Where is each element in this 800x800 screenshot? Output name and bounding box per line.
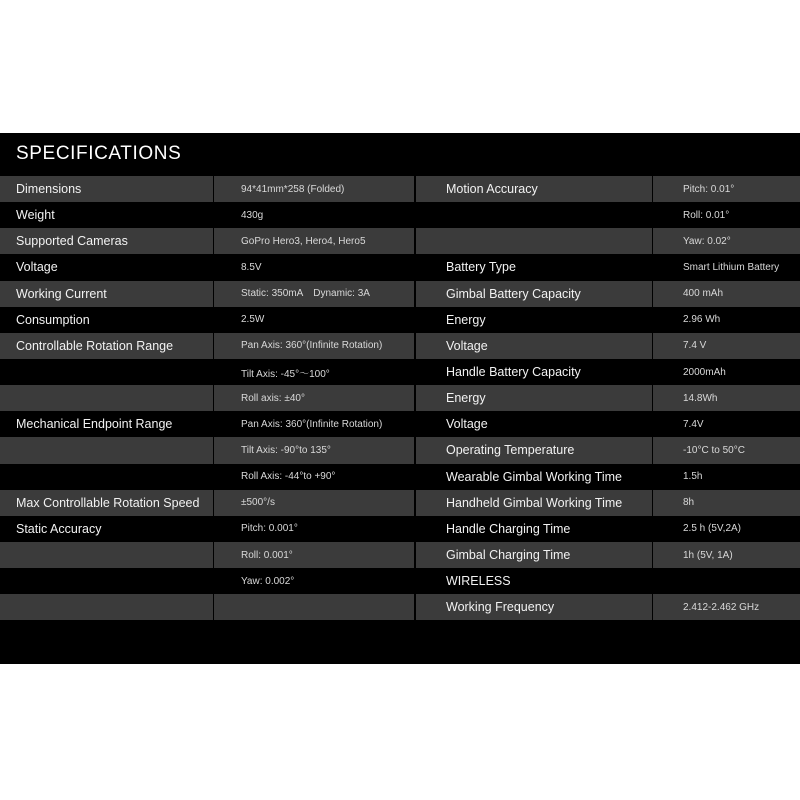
cell-text: 94*41mm*258 (Folded) — [241, 183, 345, 195]
cell-text: WIRELESS — [446, 574, 511, 589]
right-spec-value — [653, 464, 800, 490]
right-spec-label — [416, 176, 652, 202]
spec-row — [0, 437, 800, 463]
spec-row — [0, 568, 800, 594]
cell-text: -10°C to 50°C — [683, 444, 745, 456]
specifications-panel — [0, 133, 800, 664]
cell-text: Roll axis: ±40° — [241, 392, 305, 404]
right-spec-value — [653, 542, 800, 568]
left-spec-label — [0, 464, 213, 490]
left-spec-value — [214, 307, 414, 333]
left-spec-value — [214, 437, 414, 463]
right-spec-value — [653, 490, 800, 516]
cell-text: Mechanical Endpoint Range — [16, 417, 173, 432]
left-spec-label — [0, 437, 213, 463]
left-spec-label — [0, 542, 213, 568]
cell-text: Roll: 0.001° — [241, 549, 293, 561]
spec-row — [0, 281, 800, 307]
cell-text: Yaw: 0.002° — [241, 575, 295, 587]
left-spec-value — [214, 281, 414, 307]
right-spec-value — [653, 568, 800, 594]
spec-row — [0, 333, 800, 359]
left-spec-value — [214, 176, 414, 202]
left-spec-label — [0, 281, 213, 307]
cell-text: Tilt Axis: -90°to 135° — [241, 444, 331, 456]
left-spec-label — [0, 594, 213, 620]
cell-text: Controllable Rotation Range — [16, 338, 174, 353]
left-spec-value — [214, 333, 414, 359]
right-spec-value — [653, 385, 800, 411]
cell-text-secondary: Dynamic: 3A — [313, 288, 370, 300]
left-spec-label — [0, 516, 213, 542]
cell-text: Smart Lithium Battery — [683, 261, 780, 273]
cell-text: Roll Axis: -44°to +90° — [241, 471, 336, 483]
cell-text: 1h (5V, 1A) — [683, 549, 733, 561]
cell-text: Voltage — [446, 338, 488, 353]
cell-text: Pan Axis: 360°(Infinite Rotation) — [241, 418, 383, 430]
left-spec-value — [214, 568, 414, 594]
left-spec-label — [0, 307, 213, 333]
left-spec-value — [214, 490, 414, 516]
cell-text: Yaw: 0.02° — [683, 235, 731, 247]
left-spec-label — [0, 568, 213, 594]
cell-text: Gimbal Charging Time — [446, 548, 571, 563]
right-spec-value — [653, 228, 800, 254]
right-spec-value — [653, 281, 800, 307]
spec-row — [0, 307, 800, 333]
cell-text: Pitch: 0.001° — [241, 523, 298, 535]
right-spec-label — [416, 411, 652, 437]
right-spec-label — [416, 437, 652, 463]
cell-text: Operating Temperature — [446, 443, 575, 458]
cell-text: Battery Type — [446, 260, 516, 275]
spec-row — [0, 228, 800, 254]
cell-text: 2.96 Wh — [683, 314, 721, 326]
cell-text: 430g — [241, 209, 264, 221]
spec-row — [0, 490, 800, 516]
cell-text: Voltage — [16, 260, 58, 275]
spec-row — [0, 594, 800, 620]
cell-text: Working Current — [16, 286, 107, 301]
left-spec-label — [0, 333, 213, 359]
right-spec-value — [653, 411, 800, 437]
cell-text: Max Controllable Rotation Speed — [16, 495, 200, 510]
cell-text: 1.5h — [683, 471, 703, 483]
right-spec-label — [416, 516, 652, 542]
left-spec-label — [0, 385, 213, 411]
spec-row — [0, 516, 800, 542]
cell-text: Weight — [16, 208, 55, 223]
right-spec-label — [416, 228, 652, 254]
right-spec-value — [653, 516, 800, 542]
cell-text: Dimensions — [16, 182, 82, 197]
right-spec-value — [653, 307, 800, 333]
cell-text: 8h — [683, 497, 695, 509]
cell-text: Supported Cameras — [16, 234, 128, 249]
right-spec-label — [416, 359, 652, 385]
cell-text: Consumption — [16, 312, 90, 327]
cell-text: 2.412-2.462 GHz — [683, 601, 760, 613]
spec-row — [0, 411, 800, 437]
right-spec-label — [416, 202, 652, 228]
cell-text: Working Frequency — [446, 600, 555, 615]
left-spec-label — [0, 202, 213, 228]
cell-text: 7.4V — [683, 418, 704, 430]
right-spec-label — [416, 333, 652, 359]
right-spec-label — [416, 385, 652, 411]
left-spec-label — [0, 176, 213, 202]
cell-text: 2.5 h (5V,2A) — [683, 523, 742, 535]
right-spec-value — [653, 254, 800, 280]
left-spec-value — [214, 359, 414, 385]
cell-text: Roll: 0.01° — [683, 209, 730, 221]
cell-text: ±500°/s — [241, 497, 275, 509]
right-spec-label — [416, 568, 652, 594]
right-spec-value — [653, 333, 800, 359]
cell-text: Static: 350mA — [241, 288, 304, 300]
cell-text: 2.5W — [241, 314, 265, 326]
left-spec-value — [214, 542, 414, 568]
left-spec-value — [214, 385, 414, 411]
spec-row — [0, 254, 800, 280]
left-spec-label — [0, 359, 213, 385]
left-spec-label — [0, 228, 213, 254]
cell-text: Pan Axis: 360°(Infinite Rotation) — [241, 340, 383, 352]
spec-row — [0, 176, 800, 202]
right-spec-value — [653, 202, 800, 228]
cell-text: 14.8Wh — [683, 392, 718, 404]
cell-text: Pitch: 0.01° — [683, 183, 735, 195]
left-spec-value — [214, 228, 414, 254]
left-spec-label — [0, 411, 213, 437]
cell-text: Energy — [446, 391, 486, 406]
left-spec-value — [214, 464, 414, 490]
spec-row — [0, 359, 800, 385]
right-spec-label — [416, 254, 652, 280]
left-spec-value — [214, 516, 414, 542]
cell-text: 400 mAh — [683, 288, 724, 300]
cell-text: Motion Accuracy — [446, 182, 538, 197]
cell-text: Tilt Axis: -45°～100° — [241, 368, 330, 380]
right-spec-value — [653, 176, 800, 202]
left-spec-value — [214, 202, 414, 228]
spec-row — [0, 202, 800, 228]
right-spec-label — [416, 464, 652, 490]
cell-text: Handle Battery Capacity — [446, 365, 581, 380]
spec-row — [0, 542, 800, 568]
cell-text: 8.5V — [241, 261, 262, 273]
cell-text: Static Accuracy — [16, 521, 102, 536]
cell-text: Wearable Gimbal Working Time — [446, 469, 622, 484]
left-spec-value — [214, 254, 414, 280]
left-spec-label — [0, 254, 213, 280]
cell-text: Gimbal Battery Capacity — [446, 286, 581, 301]
specifications-title: SPECIFICATIONS — [16, 143, 182, 164]
cell-text: Handle Charging Time — [446, 521, 571, 536]
cell-text: 7.4 V — [683, 340, 707, 352]
left-spec-value — [214, 594, 414, 620]
cell-text: Handheld Gimbal Working Time — [446, 495, 623, 510]
right-spec-label — [416, 542, 652, 568]
right-spec-value — [653, 437, 800, 463]
right-spec-value — [653, 359, 800, 385]
spec-table — [0, 176, 800, 620]
cell-text: Voltage — [446, 417, 488, 432]
cell-text: Energy — [446, 312, 486, 327]
left-spec-label — [0, 490, 213, 516]
cell-text: 2000mAh — [683, 366, 726, 378]
spec-row — [0, 385, 800, 411]
left-spec-value — [214, 411, 414, 437]
right-spec-value — [653, 594, 800, 620]
right-spec-label — [416, 281, 652, 307]
right-spec-label — [416, 307, 652, 333]
right-spec-label — [416, 594, 652, 620]
right-spec-label — [416, 490, 652, 516]
cell-text: GoPro Hero3, Hero4, Hero5 — [241, 235, 366, 247]
spec-row — [0, 464, 800, 490]
